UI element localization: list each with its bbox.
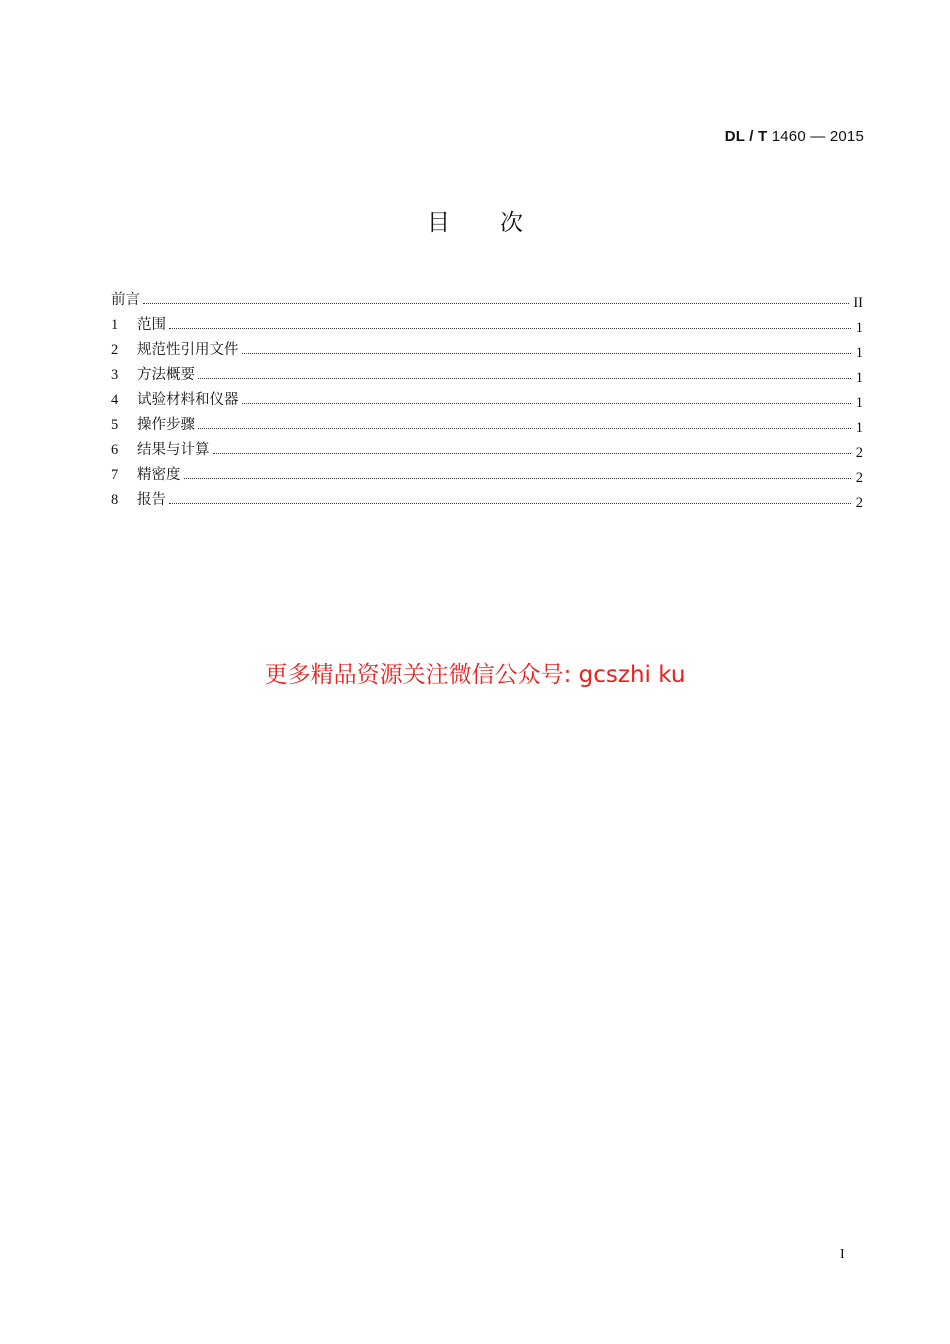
toc-leader-dots — [169, 503, 851, 504]
toc-entry-label: 规范性引用文件 — [137, 342, 239, 358]
toc-leader-dots — [198, 428, 851, 429]
toc-leader-dots — [198, 378, 851, 379]
toc-entry-1[interactable] — [111, 309, 863, 334]
toc-entry-number: 3 — [111, 367, 119, 383]
toc-entry-number: 1 — [111, 317, 119, 333]
toc-entry-4[interactable] — [111, 384, 863, 409]
toc-entry-label: 试验材料和仪器 — [137, 392, 239, 408]
toc-entry-3[interactable] — [111, 359, 863, 384]
toc-entry-label: 方法概要 — [137, 367, 195, 383]
toc-entry-page: II — [853, 295, 863, 311]
table-of-contents — [111, 284, 863, 509]
toc-entry-number: 6 — [111, 442, 119, 458]
toc-entry-page: 1 — [855, 420, 863, 436]
toc-entry-number: 4 — [111, 392, 119, 408]
toc-leader-dots — [213, 453, 852, 454]
toc-title: 目次 — [427, 210, 573, 236]
toc-entry-page: 2 — [855, 445, 863, 461]
standard-number: 1460 — 2015 — [771, 128, 864, 145]
toc-entry-foreword[interactable] — [111, 284, 863, 309]
toc-entry-5[interactable] — [111, 409, 863, 434]
page-number: I — [840, 1247, 845, 1262]
toc-entry-page: 1 — [855, 345, 863, 361]
toc-entry-number: 2 — [111, 342, 119, 358]
toc-entry-number: 7 — [111, 467, 119, 483]
toc-entry-number: 5 — [111, 417, 119, 433]
toc-entry-label: 操作步骤 — [137, 417, 195, 433]
toc-leader-dots — [169, 328, 851, 329]
toc-entry-page: 1 — [855, 320, 863, 336]
toc-entry-page: 1 — [855, 395, 863, 411]
standard-prefix: DL / T — [724, 128, 768, 145]
toc-entry-label: 范围 — [137, 317, 166, 333]
toc-entry-number: 8 — [111, 492, 119, 508]
resource-notice: 更多精品资源关注微信公众号: gcszhi ku — [264, 662, 686, 688]
toc-leader-dots — [242, 403, 852, 404]
toc-entry-page: 2 — [855, 470, 863, 486]
toc-entry-label: 报告 — [137, 492, 166, 508]
toc-entry-label: 结果与计算 — [137, 442, 210, 458]
toc-leader-dots — [143, 303, 849, 304]
toc-entry-page: 1 — [855, 370, 863, 386]
toc-entry-2[interactable] — [111, 334, 863, 359]
standard-code — [725, 128, 864, 145]
toc-entry-label: 精密度 — [137, 467, 181, 483]
toc-entry-page: 2 — [855, 495, 863, 511]
toc-entry-7[interactable] — [111, 459, 863, 484]
toc-leader-dots — [184, 478, 852, 479]
toc-entry-8[interactable] — [111, 484, 863, 509]
toc-leader-dots — [242, 353, 852, 354]
toc-entry-label: 前言 — [111, 292, 140, 308]
toc-entry-6[interactable] — [111, 434, 863, 459]
